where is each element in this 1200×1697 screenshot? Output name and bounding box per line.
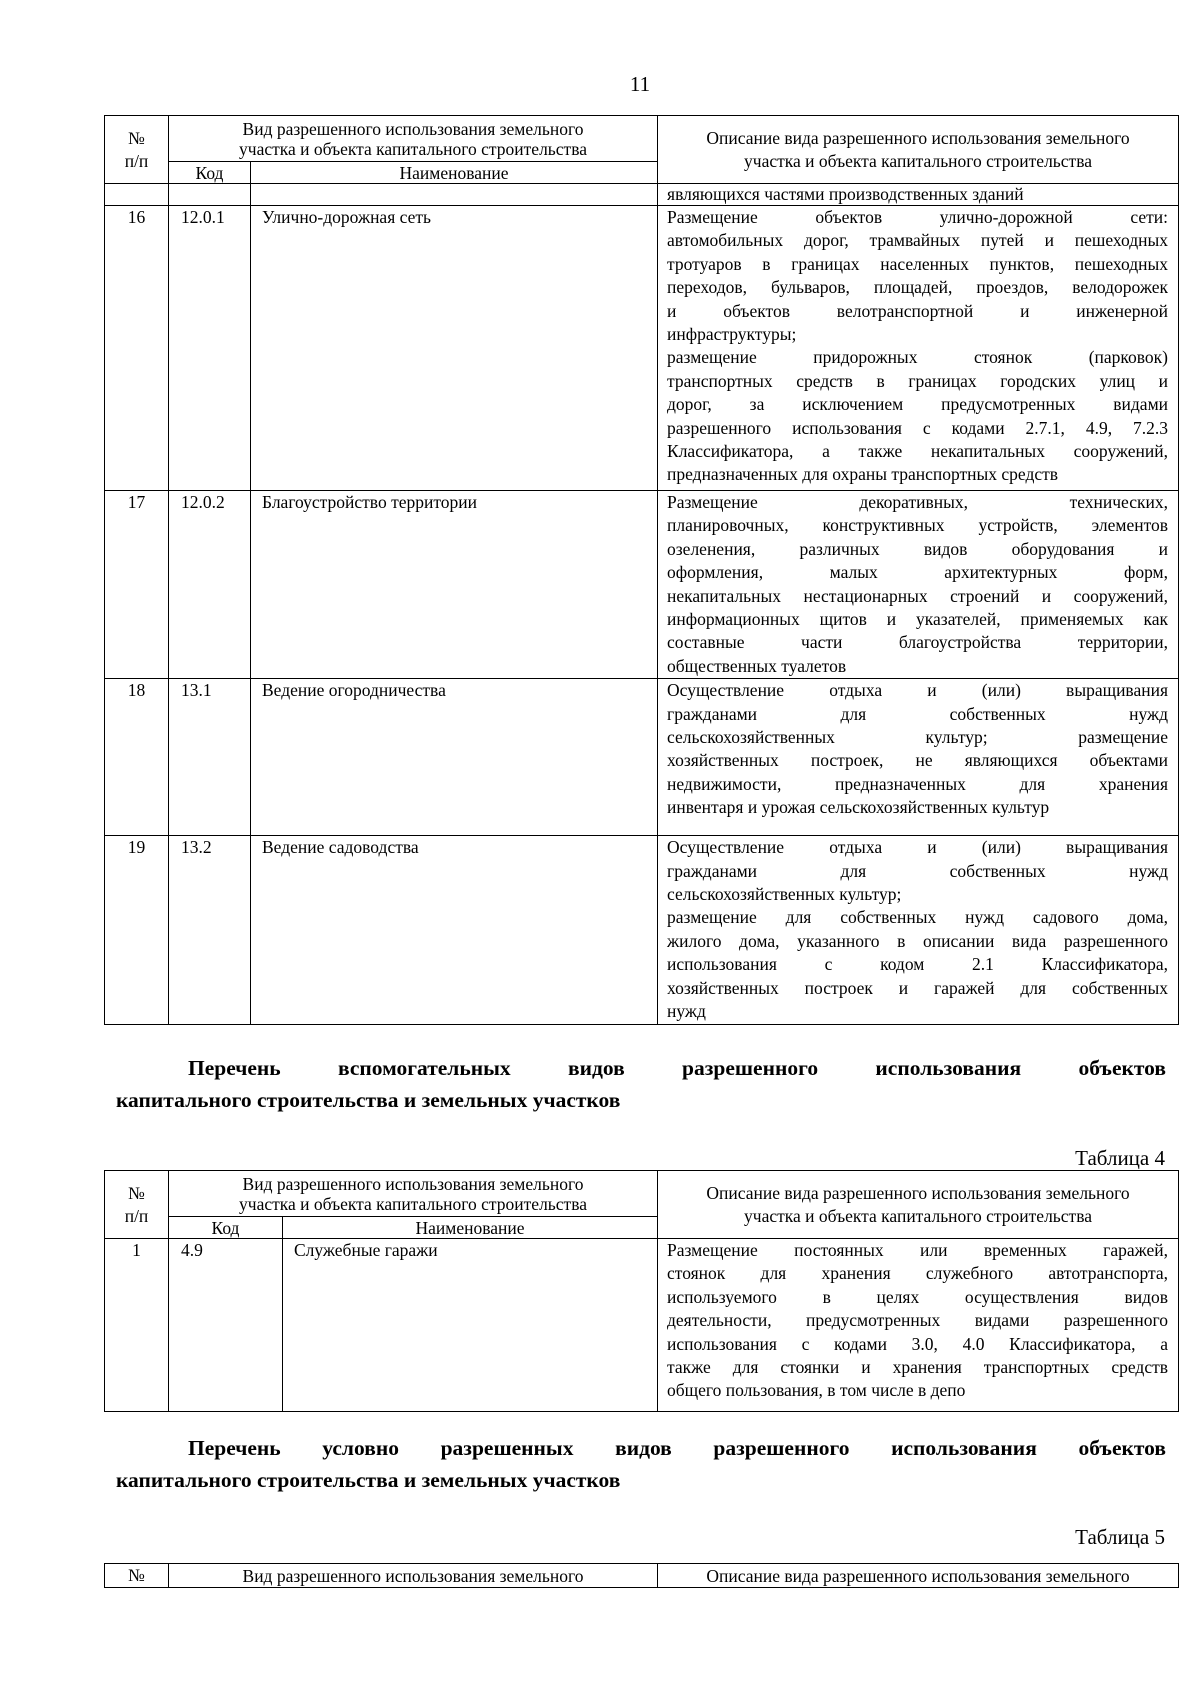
row-number: 16 — [105, 206, 169, 491]
description-line: жилого дома, указанного в описании вида разрешенного — [667, 930, 1169, 951]
header-group: Вид разрешенного использования земельного — [169, 1564, 658, 1588]
row-name: Ведение садоводства — [251, 836, 658, 1024]
header-num: № п/п — [105, 116, 169, 184]
row-code: 4.9 — [169, 1239, 283, 1412]
description-line: Размещение объектов улично-дорожной сети: — [667, 207, 1169, 227]
table-row — [105, 206, 1179, 491]
description-line: переходов, бульваров, площадей, проездов, велодорожек — [667, 277, 1169, 298]
description-line: инфраструктуры; — [667, 324, 797, 345]
description-line: транспортных средств в границах городских улиц и — [667, 370, 1169, 391]
row-code: 13.2 — [169, 836, 251, 1024]
header-description: Описание вида разрешенного использования земельного участка и объекта капитального строительства — [658, 1171, 1179, 1239]
description-line: дорог, за исключением предусмотренных видами — [667, 394, 1169, 415]
header-group: Вид разрешенного использования земельного участка и объекта капитального строительства — [169, 1171, 658, 1217]
auxiliary-uses-heading: Перечень вспомогательных видов разрешенного использования объектов капитального строительства и земельных участков — [116, 1056, 1166, 1112]
table3-body — [105, 206, 1179, 1025]
row-description — [658, 491, 1179, 679]
description-line: разрешенного использования с кодами 2.7.1, 4.9, 7.2.3 — [667, 417, 1169, 438]
description-line: гражданами для собственных нужд — [667, 860, 1169, 881]
row-description — [658, 679, 1179, 836]
description-line: сельскохозяйственных культур; размещение — [667, 727, 1169, 748]
description-line: стоянок для хранения служебного автотранспорта, — [667, 1263, 1169, 1284]
description-line: Осуществление отдыха и (или) выращивания — [667, 680, 1169, 701]
row-number: 17 — [105, 491, 169, 679]
header-name: Наименование — [251, 162, 658, 184]
row-description — [658, 836, 1179, 1024]
description-line: тротуаров в границах населенных пунктов, пешеходных — [667, 253, 1169, 274]
table-row — [105, 836, 1179, 1024]
description-line: и объектов велотранспортной и инженерной — [667, 300, 1169, 321]
row-name: Служебные гаражи — [283, 1239, 658, 1412]
row-number: 1 — [105, 1239, 169, 1412]
description-line: оформления, малых архитектурных форм, — [667, 562, 1169, 583]
description-line: гражданами для собственных нужд — [667, 703, 1169, 724]
header-num-label: № — [128, 127, 145, 148]
description-line: Осуществление отдыха и (или) выращивания — [667, 837, 1169, 858]
header-code: Код — [169, 162, 251, 184]
table-row — [105, 679, 1179, 836]
conditional-uses-heading: Перечень условно разрешенных видов разрешенного использования объектов капитального строительства и земельных участков — [116, 1436, 1166, 1492]
row-number: 19 — [105, 836, 169, 1024]
row-name: Ведение огородничества — [251, 679, 658, 836]
auxiliary-uses-table — [104, 1170, 1179, 1412]
description-line: озеленения, различных видов оборудования и — [667, 538, 1169, 559]
description-line: размещение для собственных нужд садового дома, — [667, 907, 1169, 928]
description-line: Размещение постоянных или временных гаражей, — [667, 1240, 1169, 1260]
description-line: также для стоянки и хранения транспортных средств — [667, 1357, 1169, 1378]
row-description — [658, 1239, 1179, 1412]
description-line: некапитальных нестационарных строений и сооружений, — [667, 585, 1169, 606]
description-line: информационных щитов и указателей, применяемых как — [667, 609, 1169, 630]
description-line: размещение придорожных стоянок (парковок) — [667, 347, 1169, 368]
description-line: деятельности, предусмотренных видами разрешенного — [667, 1310, 1169, 1331]
description-line: инвентаря и урожая сельскохозяйственных культур — [667, 797, 1050, 818]
continuation-text: являющихся частями производственных зданий — [658, 184, 1179, 206]
header-num: № — [105, 1564, 169, 1588]
header-name: Наименование — [283, 1217, 658, 1239]
description-line: предназначенных для охраны транспортных средств — [667, 464, 1059, 485]
description-line: Размещение декоративных, технических, — [667, 492, 1169, 512]
row-number: 18 — [105, 679, 169, 836]
table5-caption: Таблица 5 — [1075, 1525, 1165, 1549]
description-line: общественных туалетов — [667, 655, 847, 676]
description-line: используемого в целях осуществления видов — [667, 1286, 1169, 1307]
row-description — [658, 206, 1179, 491]
table-row — [105, 491, 1179, 679]
description-line: планировочных, конструктивных устройств, элементов — [667, 515, 1169, 536]
description-line: хозяйственных построек и гаражей для собственных — [667, 977, 1169, 998]
header-code: Код — [169, 1217, 283, 1239]
table4-caption: Таблица 4 — [1075, 1146, 1165, 1170]
description-line: составные части благоустройства территории, — [667, 632, 1169, 653]
description-line: использования с кодами 3.0, 4.0 Классификатора, а — [667, 1333, 1169, 1354]
description-line: хозяйственных построек, не являющихся объектами — [667, 750, 1169, 771]
header-description: Описание вида разрешенного использования земельного участка и объекта капитального строительства — [658, 116, 1179, 184]
description-line: нужд — [667, 1001, 706, 1022]
row-name: Благоустройство территории — [251, 491, 658, 679]
row-code: 12.0.1 — [169, 206, 251, 491]
description-line: общего пользования, в том числе в депо — [667, 1380, 966, 1401]
permitted-use-table — [104, 115, 1179, 1025]
header-group: Вид разрешенного использования земельного участка и объекта капитального строительства — [169, 116, 658, 162]
description-line: использования с кодом 2.1 Классификатора, — [667, 954, 1169, 975]
header-num: № п/п — [105, 1171, 169, 1239]
row-name: Улично-дорожная сеть — [251, 206, 658, 491]
header-description: Описание вида разрешенного использования земельного — [658, 1564, 1179, 1588]
description-line: автомобильных дорог, трамвайных путей и пешеходных — [667, 230, 1169, 251]
description-line: сельскохозяйственных культур; — [667, 884, 902, 905]
conditional-uses-table — [104, 1563, 1179, 1588]
row-code: 13.1 — [169, 679, 251, 836]
description-line: недвижимости, предназначенных для хранения — [667, 773, 1169, 794]
table4-body — [105, 1239, 1179, 1412]
description-line: Классификатора, а также некапитальных сооружений, — [667, 441, 1169, 462]
page-number: 11 — [629, 72, 651, 96]
table-row — [105, 1239, 1179, 1412]
row-code: 12.0.2 — [169, 491, 251, 679]
